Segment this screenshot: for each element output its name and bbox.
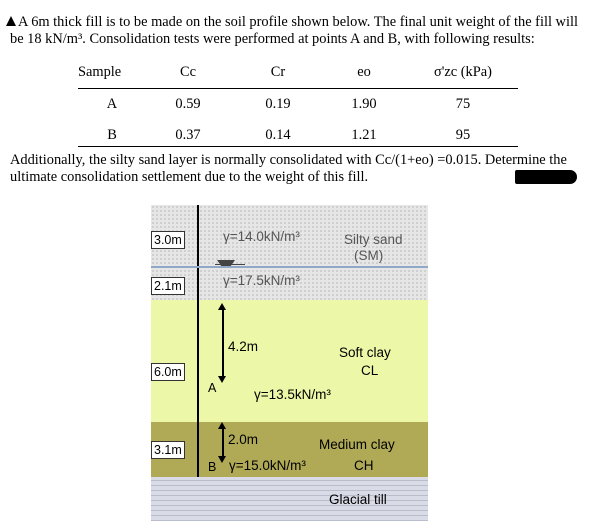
cell-sample: A [106, 96, 118, 112]
water-table-line [215, 264, 245, 265]
sand-name: Silty sand [344, 232, 403, 247]
bullet-icon [6, 16, 16, 26]
gamma-sand-bottom: γ=17.5kN/m³ [223, 273, 300, 288]
arrow-up-icon [218, 422, 226, 429]
table-rule-bottom [78, 146, 518, 147]
soft-clay-gamma: γ=13.5kN/m³ [254, 387, 331, 402]
cell-cr: 0.14 [265, 127, 291, 143]
water-level-line [151, 266, 428, 268]
table-rule-top [78, 88, 518, 89]
arrow-down-icon [218, 456, 226, 463]
medium-clay-gamma: γ=15.0kN/m³ [229, 458, 306, 473]
soft-clay-code: CL [361, 363, 379, 378]
header-sample: Sample [78, 64, 122, 80]
problem-statement [10, 14, 582, 48]
redaction-mark [515, 170, 577, 184]
cell-eo: 1.90 [351, 96, 377, 112]
cell-sigma: 95 [455, 127, 471, 143]
problem-text: A 6m thick fill is to be made on the soil profile shown below. The final unit weight of the fill will be 18 kN/m³. Consolidation tests were performed at points A and B, with following results: [10, 14, 578, 47]
sand-code: (SM) [354, 248, 384, 263]
depth-a: 4.2m [228, 339, 259, 354]
arrow-down-icon [218, 376, 226, 383]
arrow-up-icon [218, 303, 226, 310]
till-name: Glacial till [329, 492, 387, 507]
medium-clay-code: CH [354, 458, 374, 473]
header-cr: Cr [270, 64, 286, 80]
soft-clay-layer [151, 300, 428, 422]
soft-clay-name: Soft clay [339, 345, 391, 360]
dim-sand-top: 3.0m [151, 231, 185, 249]
additional-note: Additionally, the silty sand layer is normally consolidated with Cc/(1+eo) =0.015. Determine the ultimate consolidation settlement due to the weight of this fill. [10, 152, 567, 185]
table-row [78, 96, 518, 118]
depth-b: 2.0m [228, 432, 259, 447]
medium-clay-name: Medium clay [319, 437, 395, 452]
header-sigma: σ'zc (kPa) [434, 64, 492, 80]
header-eo: eo [357, 64, 371, 80]
dim-soft-clay: 6.0m [151, 363, 185, 381]
header-cc: Cc [180, 64, 196, 80]
depth-line-a [222, 310, 224, 376]
point-a: A [208, 381, 217, 395]
gamma-sand-top: γ=14.0kN/m³ [223, 229, 300, 244]
thickness-line [197, 205, 199, 477]
soil-profile-diagram [151, 205, 428, 521]
cell-sample: B [107, 127, 117, 143]
dim-medium-clay: 3.1m [151, 441, 185, 459]
table-header-row [78, 64, 518, 86]
cell-sigma: 75 [455, 96, 471, 112]
cell-eo: 1.21 [351, 127, 377, 143]
point-b: B [208, 460, 217, 474]
dim-sand-bottom: 2.1m [151, 277, 185, 295]
cell-cc: 0.59 [175, 96, 201, 112]
depth-line-b [222, 428, 224, 456]
cell-cc: 0.37 [175, 127, 201, 143]
cell-cr: 0.19 [265, 96, 291, 112]
